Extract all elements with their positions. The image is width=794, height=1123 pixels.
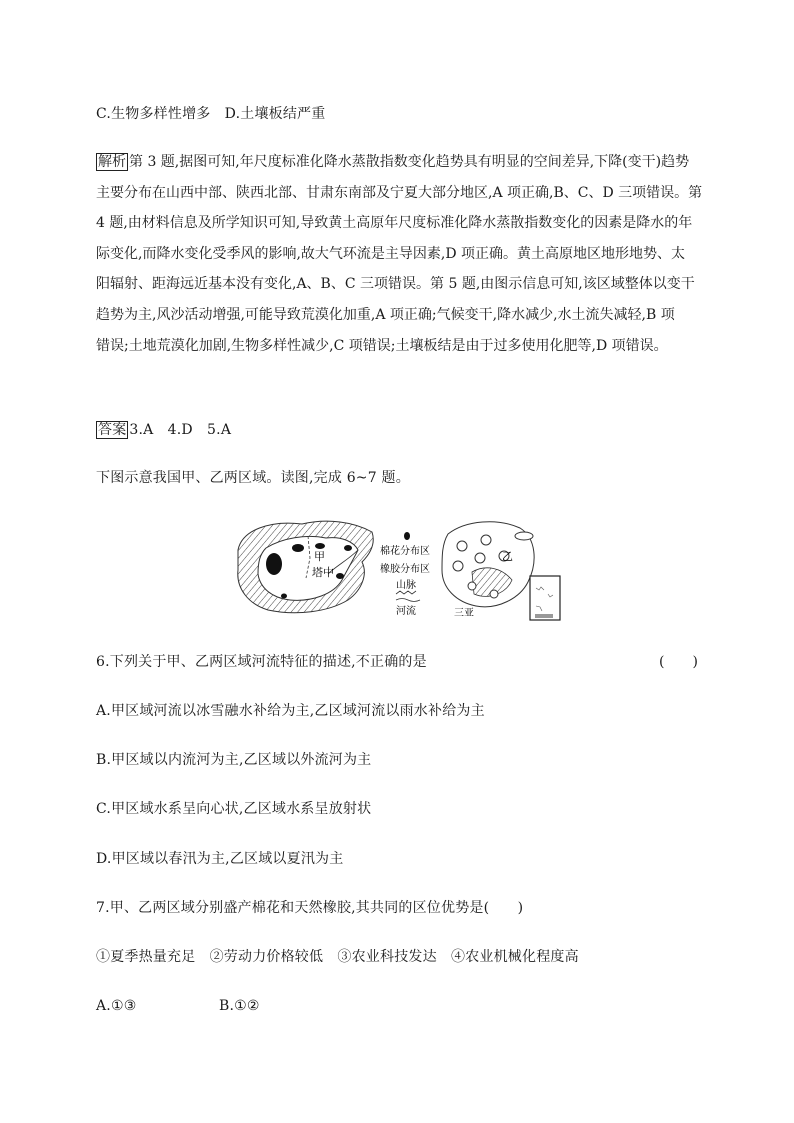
analysis-tag: 解析 bbox=[98, 154, 126, 170]
legend-river: 河流 bbox=[396, 606, 416, 617]
q7-option-a: A.①③ bbox=[96, 998, 137, 1014]
q7-stem: 7.甲、乙两区域分别盛产棉花和天然橡胶,其共同的区位优势是( ) bbox=[96, 900, 524, 916]
cotton-area bbox=[344, 545, 352, 551]
map-legend bbox=[380, 532, 430, 617]
region-map-figure bbox=[236, 514, 562, 622]
analysis-text: 第 3 题,据图可知,年尺度标准化降水蒸散指数变化趋势具有明显的空间差异,下降(变干)趋势 bbox=[129, 154, 690, 170]
legend-river-symbol bbox=[396, 599, 420, 602]
answer-tag: 答案 bbox=[98, 422, 127, 438]
q6-stem: 6.下列关于甲、乙两区域河流特征的描述,不正确的是 bbox=[96, 654, 427, 670]
label-yi: 乙 bbox=[502, 550, 513, 563]
analysis-block bbox=[96, 152, 706, 366]
label-sanya: 三亚 bbox=[454, 608, 474, 619]
legend-rubber: 橡胶分布区 bbox=[380, 564, 430, 575]
answer-text: 3.A 4.D 5.A bbox=[129, 422, 232, 438]
cotton-area bbox=[292, 544, 304, 552]
label-tazhong: 塔中 bbox=[312, 566, 334, 579]
cotton-area bbox=[266, 553, 282, 575]
cotton-area bbox=[315, 543, 325, 549]
q6-option-d: D.甲区域以春汛为主,乙区域以夏汛为主 bbox=[96, 851, 344, 867]
q6-option-b: B.甲区域以内流河为主,乙区域以外流河为主 bbox=[96, 752, 372, 768]
analysis-line-6: 趋势为主,风沙活动增强,可能导致荒漠化加重,A 项正确;气候变干,降水减少,水土流失减轻,B 项 bbox=[96, 306, 675, 323]
analysis-line-7: 错误;土地荒漠化加剧,生物多样性减少,C 项错误;土壤板结是由于过多使用化肥等,D 项错误。 bbox=[96, 337, 668, 354]
region-jia-map bbox=[238, 521, 373, 613]
legend-mountain-symbol bbox=[396, 591, 416, 594]
q7-option-b: B.①② bbox=[219, 998, 260, 1014]
label-jia: 甲 bbox=[314, 550, 325, 563]
figure-intro: 下图示意我国甲、乙两区域。读图,完成 6~7 题。 bbox=[96, 470, 410, 486]
region-yi-map bbox=[442, 522, 560, 620]
legend-cotton: 棉花分布区 bbox=[380, 546, 430, 557]
q5-options-cd: C.生物多样性增多 D.土壤板结严重 bbox=[96, 106, 326, 122]
analysis-line-1 bbox=[96, 152, 706, 183]
cotton-area bbox=[281, 594, 287, 599]
legend-mountain: 山脉 bbox=[396, 580, 416, 591]
q7-items: ①夏季热量充足 ②劳动力价格较低 ③农业科技发达 ④农业机械化程度高 bbox=[96, 949, 579, 965]
analysis-line-4: 际变化,而降水变化受季风的影响,故大气环流是主导因素,D 项正确。黄土高原地区地形地势、太 bbox=[96, 245, 686, 262]
map-inset bbox=[530, 576, 560, 620]
q6-answer-paren: ( ) bbox=[659, 654, 698, 670]
q6-option-c: C.甲区域水系呈向心状,乙区域水系呈放射状 bbox=[96, 801, 372, 817]
answer-line bbox=[96, 420, 231, 440]
cotton-area bbox=[336, 573, 344, 579]
analysis-line-2: 主要分布在山西中部、陕西北部、甘肃东南部及宁夏大部分地区,A 项正确,B、C、D 三项错误。第 bbox=[96, 184, 703, 201]
q6-option-a: A.甲区域河流以冰雪融水补给为主,乙区域河流以雨水补给为主 bbox=[96, 703, 485, 719]
legend-cotton-symbol bbox=[404, 532, 410, 540]
analysis-line-3: 4 题,由材料信息及所学知识可知,导致黄土高原年尺度标准化降水蒸散指数变化的因素是降水的年 bbox=[96, 215, 693, 232]
analysis-line-5: 阳辐射、距海远近基本没有变化,A、B、C 三项错误。第 5 题,由图示信息可知,该区域整体以变干 bbox=[96, 276, 695, 293]
